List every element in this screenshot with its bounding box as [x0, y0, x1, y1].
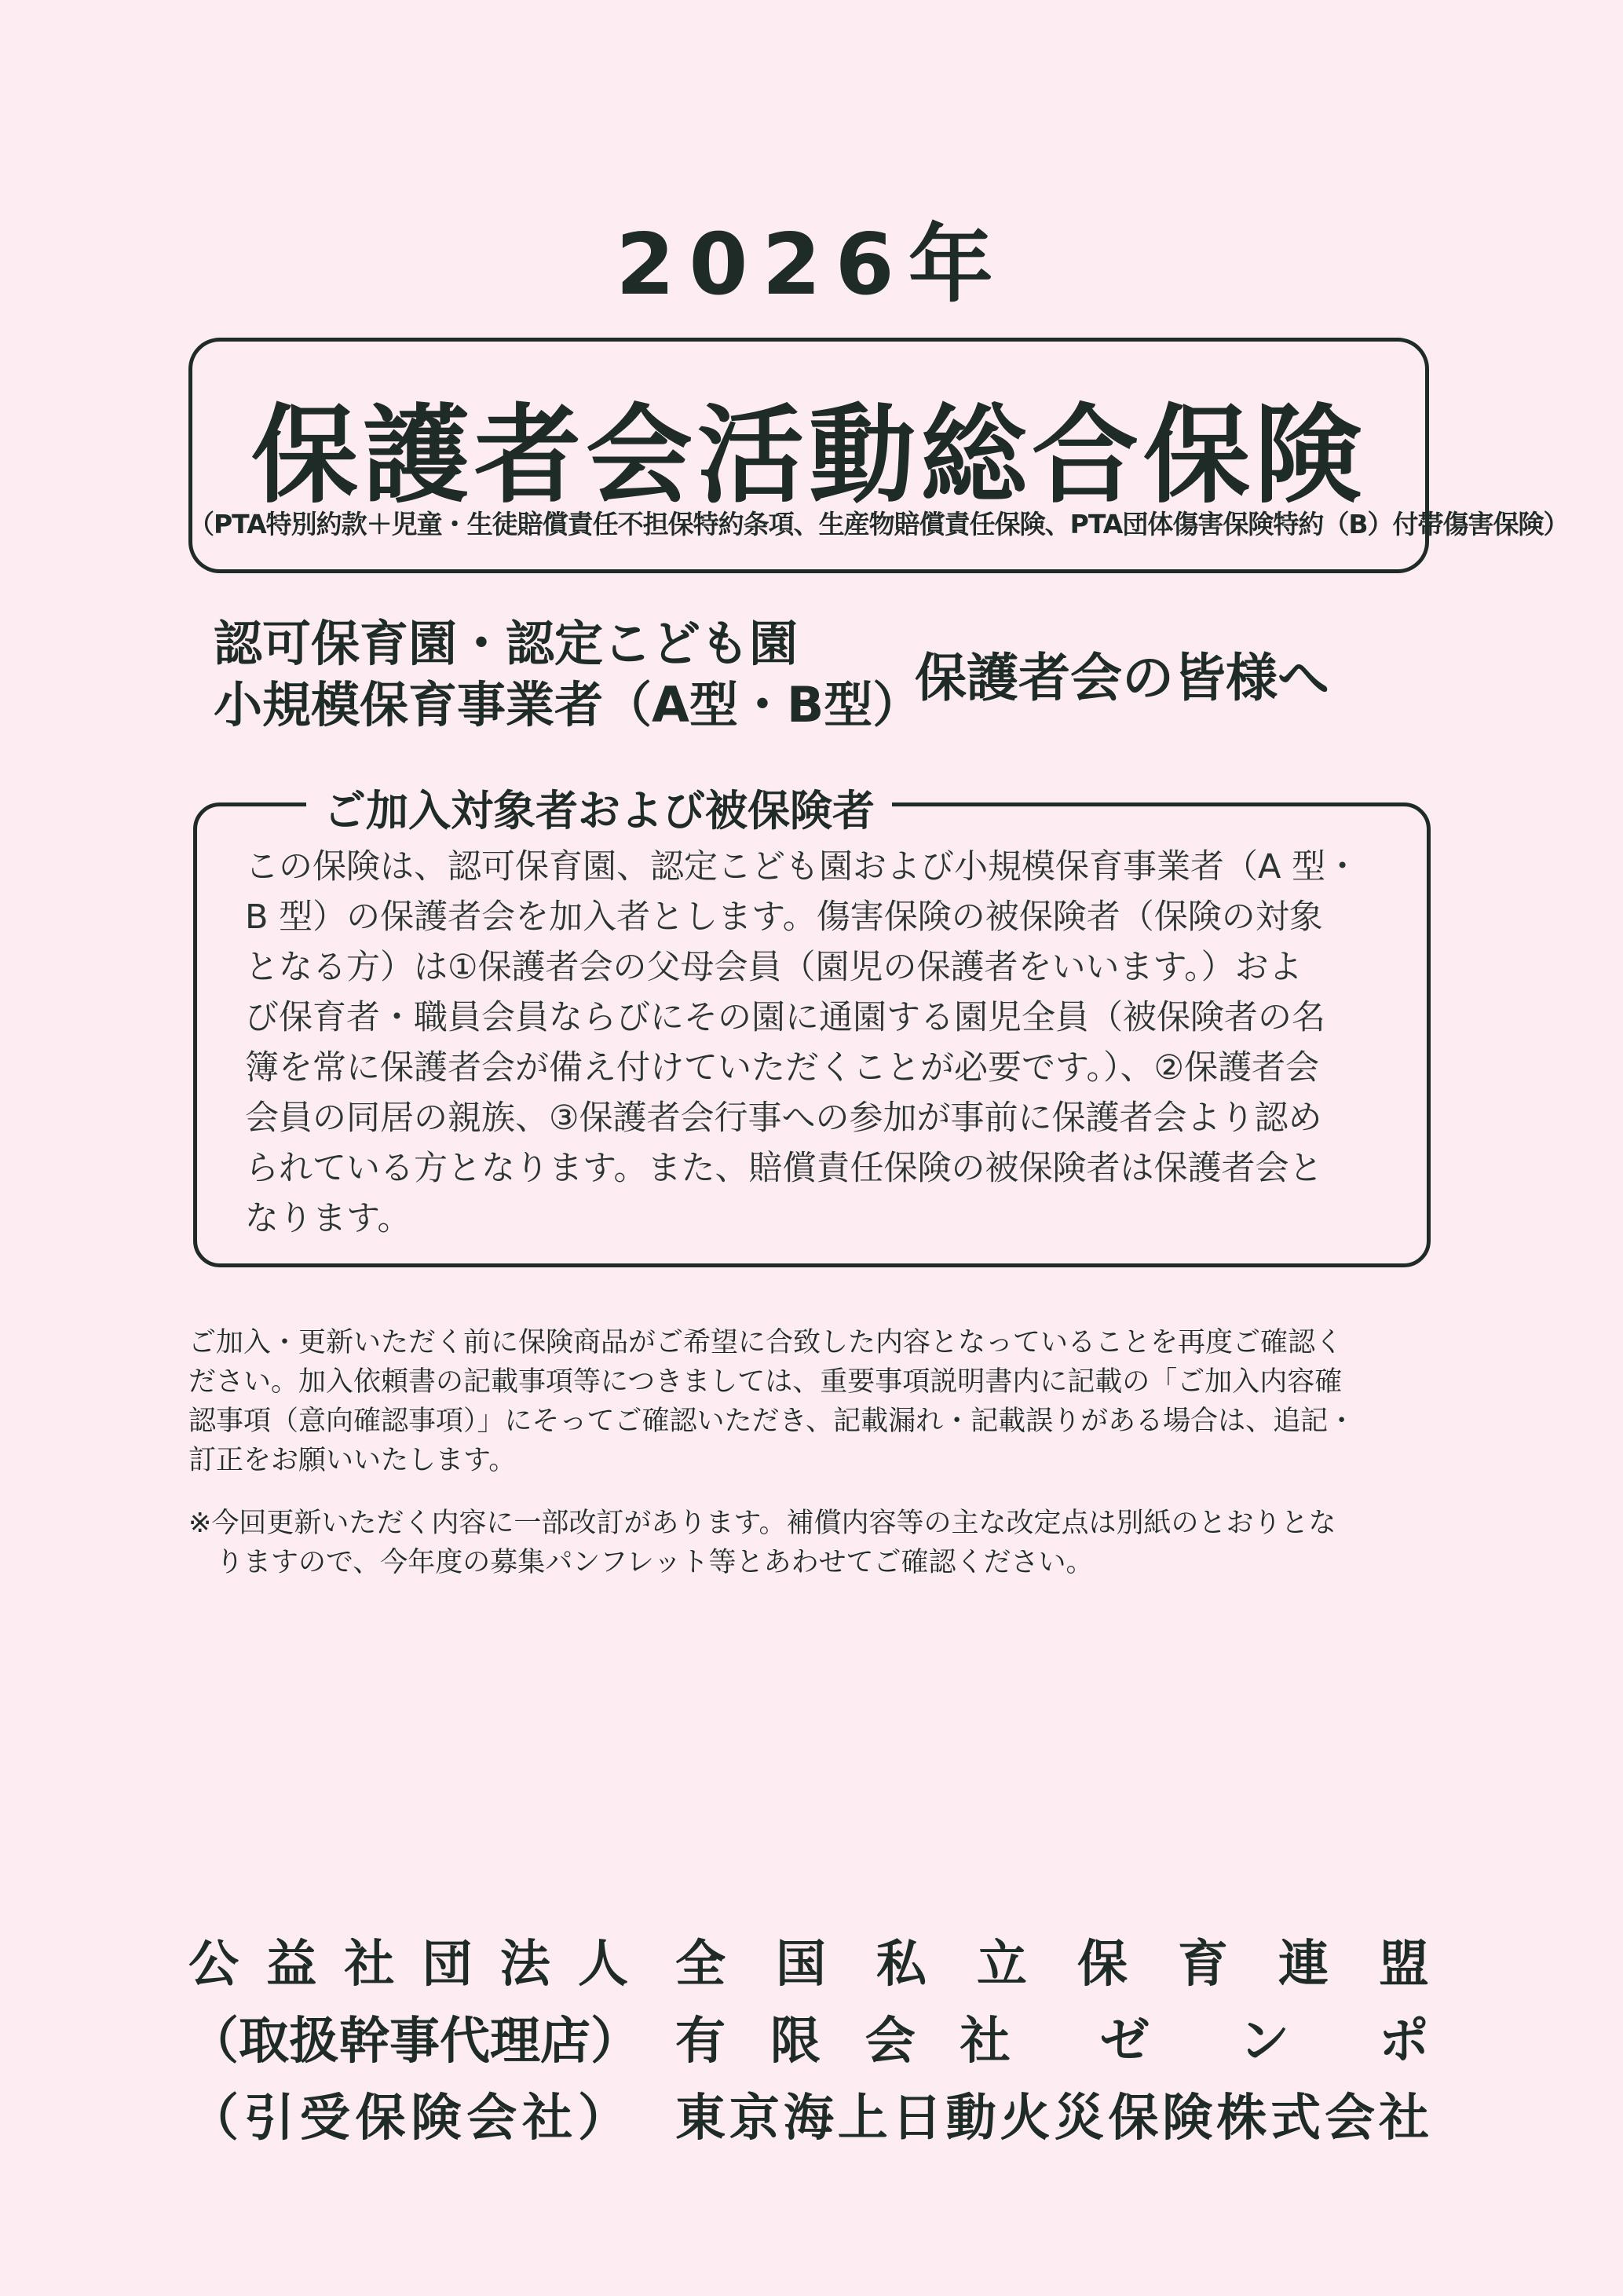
- footer-char: 式: [1270, 2089, 1321, 2148]
- underwriter-name: [675, 2078, 1429, 2150]
- footer-char: 保: [1108, 2089, 1159, 2148]
- footer-char: 代: [440, 2013, 490, 2071]
- footer-char: ポ: [1378, 2013, 1429, 2071]
- organization-name: [675, 1924, 1429, 1996]
- revision-notice-line: りますので、今年度の募集パンフレット等とあわせてご確認ください。: [188, 1547, 1094, 1578]
- footer-char: 社: [344, 1936, 395, 1994]
- product-title: 保護者会活動総合保険: [251, 394, 1366, 518]
- footer-char: 事: [389, 2013, 440, 2071]
- footer-char: 保: [355, 2089, 406, 2148]
- confirmation-notice-line: 認事項（意向確認事項）」にそってご確認いただき、記載漏れ・記載誤りがある場合は、追記・: [188, 1406, 1356, 1437]
- footer-char: 日: [891, 2089, 942, 2148]
- footer-char: 災: [1054, 2089, 1105, 2148]
- footer-char: 盟: [1379, 1936, 1429, 1994]
- target-audience-line-2: 小規模保育事業者（A型・B型）: [214, 676, 922, 733]
- eligibility-text-line: られている方となります。また、賠償責任保険の被保険者は保護者会と: [245, 1149, 1323, 1188]
- footer-char: 私: [876, 1936, 927, 1994]
- underwriter-role-label: [188, 2078, 628, 2150]
- confirmation-notice-line: ご加入・更新いただく前に保険商品がご希望に合致した内容となっていることを再度ご確認く: [188, 1327, 1343, 1358]
- footer-char: ）: [590, 2013, 641, 2071]
- footer-char: 理: [490, 2013, 540, 2071]
- eligibility-text-line: なります。: [245, 1199, 411, 1238]
- footer-char: 益: [266, 1936, 317, 1994]
- footer-char: 海: [783, 2089, 834, 2148]
- footer-char: 東: [675, 2089, 726, 2148]
- eligibility-text-line: この保険は、認可保育園、認定こども園および小規模保育事業者（A 型・: [245, 847, 1360, 887]
- footer-char: （: [188, 2013, 239, 2071]
- footer-char: 社: [960, 2013, 1011, 2071]
- footer-char: 法: [499, 1936, 550, 1994]
- product-subtitle: （PTA特別約款＋児童・生徒賠償責任不担保特約条項、生産物賠償責任保険、PTA団体傷害保険特約（B）付帯傷害保険）: [188, 509, 1569, 539]
- footer-char: 育: [1178, 1936, 1228, 1994]
- organization-type-label: [188, 1924, 628, 1996]
- footer-char: 取: [239, 2013, 289, 2071]
- footer-char: 引: [243, 2089, 294, 2148]
- footer-char: 動: [945, 2089, 996, 2148]
- footer-char: ゼ: [1099, 2013, 1150, 2071]
- footer-char: 連: [1278, 1936, 1329, 1994]
- agency-role-label: [188, 2001, 641, 2073]
- eligibility-heading: ご加入対象者および被保険者: [306, 777, 892, 838]
- footer-char: 限: [769, 2013, 821, 2071]
- footer-char: 店: [540, 2013, 590, 2071]
- target-audience-line-1: 認可保育園・認定こども園: [214, 615, 799, 672]
- footer-char: 上: [837, 2089, 888, 2148]
- footer-char: 団: [422, 1936, 473, 1994]
- greeting: 保護者会の皆様へ: [915, 648, 1329, 708]
- footer-char: 有: [675, 2013, 726, 2071]
- confirmation-notice-line: 訂正をお願いいたします。: [188, 1445, 517, 1476]
- footer-char: ）: [577, 2089, 628, 2148]
- footer-char: 全: [675, 1936, 726, 1994]
- footer-char: 幹: [339, 2013, 389, 2071]
- year-heading: 2026年: [616, 216, 1007, 314]
- footer-char: 険: [411, 2089, 462, 2148]
- footer-char: 火: [1000, 2089, 1051, 2148]
- footer-char: 扱: [289, 2013, 339, 2071]
- footer-char: 公: [188, 1936, 239, 1994]
- eligibility-text-line: 簿を常に保護者会が備え付けていただくことが必要です。）、②保護者会: [245, 1048, 1320, 1088]
- footer-char: 京: [729, 2089, 780, 2148]
- confirmation-notice-line: ださい。加入依頼書の記載事項等につきましては、重要事項説明書内に記載の「ご加入内容確: [188, 1366, 1343, 1398]
- footer-char: 人: [577, 1936, 628, 1994]
- footer-char: 会: [1325, 2089, 1376, 2148]
- footer-char: 険: [1162, 2089, 1213, 2148]
- eligibility-text-line: B 型）の保護者会を加入者とします。傷害保険の被保険者（保険の対象: [245, 898, 1323, 937]
- eligibility-text-line: び保育者・職員会員ならびにその園に通園する園児全員（被保険者の名: [245, 998, 1325, 1037]
- footer-char: 受: [299, 2089, 350, 2148]
- footer-char: ン: [1239, 2013, 1290, 2071]
- footer-char: 社: [1378, 2089, 1429, 2148]
- footer-char: 株: [1216, 2089, 1267, 2148]
- eligibility-text-line: 会員の同居の親族、③保護者会行事への参加が事前に保護者会より認め: [245, 1099, 1322, 1138]
- footer-char: 会: [466, 2089, 517, 2148]
- footer-char: 社: [522, 2089, 573, 2148]
- footer-char: 保: [1077, 1936, 1128, 1994]
- footer-char: 会: [865, 2013, 916, 2071]
- agency-name: [675, 2001, 1429, 2073]
- footer-char: 国: [776, 1936, 826, 1994]
- revision-notice-line: ※今回更新いただく内容に一部改訂があります。補償内容等の主な改定点は別紙のとおりとな: [188, 1508, 1336, 1539]
- footer-char: （: [188, 2089, 239, 2148]
- eligibility-text-line: となる方）は①保護者会の父母会員（園児の保護者をいいます。）およ: [245, 948, 1303, 987]
- footer-char: 立: [977, 1936, 1027, 1994]
